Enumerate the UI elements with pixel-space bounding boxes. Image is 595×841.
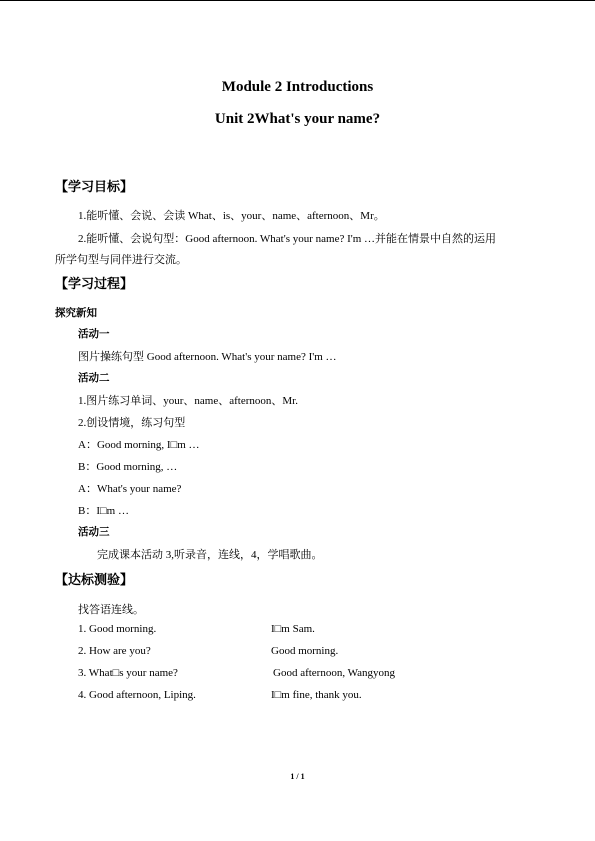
test-right-item: Good morning. [271,645,339,657]
test-right-item: Good afternoon, Wangyong [273,667,396,679]
page-number: 1 / 1 [290,772,305,781]
test-right-item: I□m Sam. [271,623,315,635]
goal-item: 2.能听懂、会说句型：Good afternoon. What's your name? I'm …并能在情景中自然的运用 [78,233,497,245]
section-heading-process: 【学习过程】 [55,277,134,292]
test-left-item: 2. How are you? [78,645,151,657]
dialogue-line: A：Good morning, I□m … [78,439,200,451]
page-top-rule [0,0,595,1]
activity-two-line: 2.创设情境，练习句型 [78,417,186,429]
test-right-item: I□m fine, thank you. [271,689,362,701]
test-left-item: 1. Good morning. [78,623,157,635]
section-heading-test: 【达标测验】 [55,573,134,588]
activity-two-label: 活动二 [78,372,110,384]
document-subtitle: Unit 2What's your name? [214,111,381,127]
activity-one-text: 图片操练句型 Good afternoon. What's your name? I'm … [78,351,337,363]
activity-three-text: 完成课本活动 3,听录音，连线，4，学唱歌曲。 [97,549,323,561]
dialogue-line: A：What's your name? [78,483,182,495]
test-left-item: 3. What□s your name? [78,667,178,679]
goal-item-continuation: 所学句型与同伴进行交流。 [55,254,187,266]
activity-two-line: 1.图片练习单词、your、name、afternoon、Mr. [78,395,298,407]
subheading-explore: 探究新知 [55,307,97,319]
document-title: Module 2 Introductions [221,79,374,95]
test-left-item: 4. Good afternoon, Liping. [78,689,196,701]
activity-one-label: 活动一 [78,328,110,340]
test-instruction: 找答语连线。 [78,604,144,616]
section-heading-goals: 【学习目标】 [55,180,134,195]
dialogue-line: B：Good morning, … [78,461,178,473]
dialogue-line: B：I□m … [78,505,129,517]
activity-three-label: 活动三 [78,526,110,538]
goal-item: 1.能听懂、会说、会读 What、is、your、name、afternoon、Mr。 [78,210,385,222]
